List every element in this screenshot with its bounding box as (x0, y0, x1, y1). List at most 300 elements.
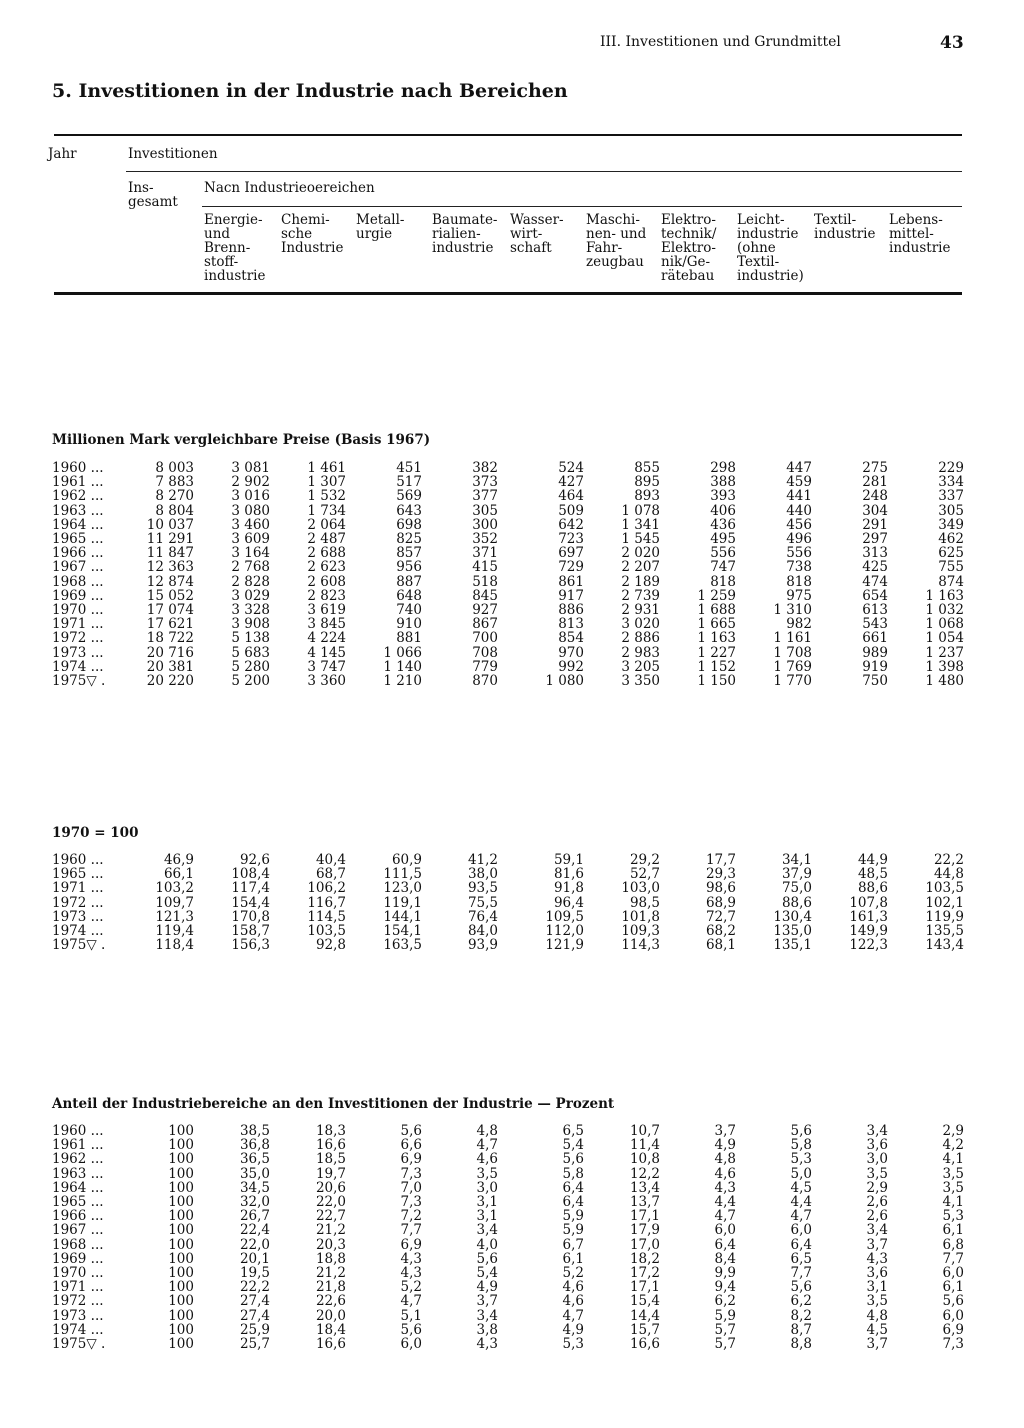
cell-maschinenbau: 893 (634, 488, 660, 505)
cell-elektrotechnik: 29,3 (705, 866, 736, 883)
cell-maschinenbau: 1 341 (621, 516, 660, 533)
cell-textilindustrie: 4,3 (866, 1250, 888, 1267)
section-title-anteil: Anteil der Industriebereiche an den Investitionen der Industrie — Prozent (52, 1096, 615, 1112)
cell-leichtindustrie: 818 (786, 573, 812, 590)
cell-maschinenbau: 11,4 (629, 1137, 660, 1154)
cell-chemie: 20,6 (315, 1179, 346, 1196)
cell-energie: 22,0 (239, 1236, 270, 1253)
cell-energie: 35,0 (239, 1165, 270, 1182)
cell-textilindustrie: 2,6 (866, 1208, 888, 1225)
table-row (52, 910, 964, 924)
cell-chemie: 16,6 (315, 1336, 346, 1353)
cell-wasserwirtschaft: 4,6 (562, 1279, 584, 1296)
cell-lebensmittel: 6,8 (942, 1236, 964, 1253)
cell-lebensmittel: 119,9 (925, 908, 964, 925)
cell-maschinenbau: 13,7 (629, 1194, 660, 1211)
cell-textilindustrie: 48,5 (857, 866, 888, 883)
cell-metallurgie: 5,6 (400, 1123, 422, 1139)
table-row (52, 1252, 964, 1266)
table-row (52, 518, 964, 532)
cell-baumaterialien: 373 (472, 474, 498, 491)
cell-elektrotechnik: 68,1 (705, 937, 736, 954)
cell-elektrotechnik: 5,9 (714, 1307, 736, 1324)
cell-energie: 2 828 (231, 573, 270, 590)
cell-year: 1972 ... (52, 894, 104, 911)
table-row (52, 504, 964, 518)
table-row (52, 461, 964, 475)
cell-insgesamt: 100 (168, 1208, 194, 1225)
cell-baumaterialien: 3,0 (476, 1179, 498, 1196)
cell-wasserwirtschaft: 6,4 (562, 1179, 584, 1196)
cell-leichtindustrie: 5,6 (790, 1279, 812, 1296)
cell-baumaterialien: 75,5 (467, 894, 498, 911)
cell-lebensmittel: 334 (938, 474, 964, 491)
cell-metallurgie: 4,3 (400, 1250, 422, 1267)
cell-year: 1969 ... (52, 1250, 104, 1267)
table-row (52, 1181, 964, 1195)
cell-elektrotechnik: 556 (710, 545, 736, 562)
cell-textilindustrie: 3,5 (866, 1293, 888, 1310)
cell-baumaterialien: 3,5 (476, 1165, 498, 1182)
cell-lebensmittel: 337 (938, 488, 964, 505)
table-row (52, 853, 964, 867)
cell-baumaterialien: 4,6 (476, 1151, 498, 1168)
table-row (52, 1223, 964, 1237)
cell-metallurgie: 857 (396, 545, 422, 562)
cell-elektrotechnik: 6,2 (714, 1293, 736, 1310)
cell-metallurgie: 4,3 (400, 1265, 422, 1282)
cell-maschinenbau: 17,0 (629, 1236, 660, 1253)
cell-energie: 19,5 (239, 1265, 270, 1282)
cell-metallurgie: 698 (396, 516, 422, 533)
header-rule-investitionen (126, 171, 962, 172)
table-row (52, 1209, 964, 1223)
cell-leichtindustrie: 6,0 (790, 1222, 812, 1239)
cell-leichtindustrie: 441 (786, 488, 812, 505)
table-row (52, 1323, 964, 1337)
cell-baumaterialien: 867 (472, 616, 498, 633)
table-row (52, 489, 964, 503)
cell-textilindustrie: 3,1 (866, 1279, 888, 1296)
cell-baumaterialien: 3,1 (476, 1194, 498, 1211)
cell-metallurgie: 956 (396, 559, 422, 576)
column-header-metallurgie: Metall- urgie (356, 212, 405, 242)
cell-wasserwirtschaft: 91,8 (553, 880, 584, 897)
table-row (52, 1309, 964, 1323)
cell-wasserwirtschaft: 81,6 (553, 866, 584, 883)
cell-chemie: 2 623 (307, 559, 346, 576)
cell-energie: 3 081 (231, 460, 270, 476)
cell-baumaterialien: 3,7 (476, 1293, 498, 1310)
cell-metallurgie: 6,9 (400, 1236, 422, 1253)
cell-lebensmittel: 1 163 (925, 587, 964, 604)
table-row (52, 631, 964, 645)
cell-wasserwirtschaft: 4,6 (562, 1293, 584, 1310)
cell-insgesamt: 100 (168, 1265, 194, 1282)
cell-year: 1960 ... (52, 852, 104, 868)
cell-leichtindustrie: 5,8 (790, 1137, 812, 1154)
cell-wasserwirtschaft: 524 (558, 460, 584, 476)
cell-textilindustrie: 4,5 (866, 1321, 888, 1338)
cell-metallurgie: 569 (396, 488, 422, 505)
cell-leichtindustrie: 5,6 (790, 1123, 812, 1139)
table-row (52, 1238, 964, 1252)
cell-elektrotechnik: 1 665 (697, 616, 736, 633)
cell-maschinenbau: 14,4 (629, 1307, 660, 1324)
cell-energie: 20,1 (239, 1250, 270, 1267)
cell-maschinenbau: 16,6 (629, 1336, 660, 1353)
cell-leichtindustrie: 1 161 (773, 630, 812, 647)
cell-energie: 3 908 (231, 616, 270, 633)
section-title-index: 1970 = 100 (52, 825, 139, 841)
cell-leichtindustrie: 8,7 (790, 1321, 812, 1338)
cell-energie: 22,4 (239, 1222, 270, 1239)
cell-year: 1974 ... (52, 658, 104, 675)
cell-energie: 92,6 (239, 852, 270, 868)
cell-textilindustrie: 44,9 (857, 852, 888, 868)
cell-insgesamt: 46,9 (163, 852, 194, 868)
cell-wasserwirtschaft: 59,1 (553, 852, 584, 868)
table-row (52, 867, 964, 881)
cell-baumaterialien: 700 (472, 630, 498, 647)
cell-chemie: 1 532 (307, 488, 346, 505)
cell-maschinenbau: 12,2 (629, 1165, 660, 1182)
cell-lebensmittel: 135,5 (925, 923, 964, 940)
cell-baumaterialien: 845 (472, 587, 498, 604)
cell-energie: 5 200 (231, 673, 270, 690)
cell-baumaterialien: 41,2 (467, 852, 498, 868)
cell-year: 1973 ... (52, 908, 104, 925)
cell-baumaterialien: 84,0 (467, 923, 498, 940)
cell-insgesamt: 12 363 (146, 559, 194, 576)
cell-leichtindustrie: 738 (786, 559, 812, 576)
cell-insgesamt: 8 270 (155, 488, 194, 505)
cell-chemie: 20,3 (315, 1236, 346, 1253)
cell-baumaterialien: 4,8 (476, 1123, 498, 1139)
cell-metallurgie: 881 (396, 630, 422, 647)
cell-insgesamt: 100 (168, 1123, 194, 1139)
cell-maschinenbau: 10,8 (629, 1151, 660, 1168)
cell-elektrotechnik: 5,7 (714, 1336, 736, 1353)
cell-insgesamt: 20 220 (146, 673, 194, 690)
cell-chemie: 116,7 (307, 894, 346, 911)
cell-year: 1970 ... (52, 602, 104, 619)
cell-textilindustrie: 661 (862, 630, 888, 647)
cell-insgesamt: 121,3 (155, 908, 194, 925)
cell-energie: 5 683 (231, 644, 270, 661)
cell-year: 1961 ... (52, 1137, 104, 1154)
table-row (52, 1138, 964, 1152)
cell-chemie: 3 845 (307, 616, 346, 633)
cell-energie: 3 016 (231, 488, 270, 505)
cell-leichtindustrie: 496 (786, 531, 812, 548)
cell-elektrotechnik: 818 (710, 573, 736, 590)
cell-year: 1971 ... (52, 616, 104, 633)
cell-baumaterialien: 3,4 (476, 1307, 498, 1324)
cell-elektrotechnik: 1 259 (697, 587, 736, 604)
cell-textilindustrie: 3,4 (866, 1222, 888, 1239)
cell-maschinenbau: 29,2 (629, 852, 660, 868)
cell-textilindustrie: 3,5 (866, 1165, 888, 1182)
table-row (52, 1337, 964, 1351)
cell-elektrotechnik: 17,7 (705, 852, 736, 868)
cell-lebensmittel: 1 068 (925, 616, 964, 633)
column-header-energie: Energie- und Brenn- stoff- industrie (204, 212, 266, 284)
cell-wasserwirtschaft: 917 (558, 587, 584, 604)
cell-year: 1963 ... (52, 1165, 104, 1182)
cell-leichtindustrie: 556 (786, 545, 812, 562)
cell-leichtindustrie: 135,1 (773, 937, 812, 954)
cell-wasserwirtschaft: 5,2 (562, 1265, 584, 1282)
cell-maschinenbau: 3 205 (621, 658, 660, 675)
cell-leichtindustrie: 4,5 (790, 1179, 812, 1196)
cell-chemie: 1 307 (307, 474, 346, 491)
cell-chemie: 2 823 (307, 587, 346, 604)
cell-lebensmittel: 1 032 (925, 602, 964, 619)
cell-chemie: 18,3 (315, 1123, 346, 1139)
cell-chemie: 114,5 (307, 908, 346, 925)
cell-baumaterialien: 3,4 (476, 1222, 498, 1239)
cell-elektrotechnik: 1 163 (697, 630, 736, 647)
cell-elektrotechnik: 72,7 (705, 908, 736, 925)
cell-energie: 3 080 (231, 502, 270, 519)
cell-energie: 117,4 (231, 880, 270, 897)
cell-insgesamt: 119,4 (155, 923, 194, 940)
cell-baumaterialien: 4,9 (476, 1279, 498, 1296)
cell-year: 1973 ... (52, 644, 104, 661)
cell-chemie: 2 688 (307, 545, 346, 562)
table-row (52, 924, 964, 938)
cell-wasserwirtschaft: 6,4 (562, 1194, 584, 1211)
cell-lebensmittel: 6,0 (942, 1307, 964, 1324)
data-table-mio-mark (52, 461, 964, 688)
cell-metallurgie: 7,2 (400, 1208, 422, 1225)
cell-leichtindustrie: 37,9 (781, 866, 812, 883)
cell-year: 1971 ... (52, 880, 104, 897)
cell-leichtindustrie: 1 310 (773, 602, 812, 619)
cell-chemie: 21,8 (315, 1279, 346, 1296)
cell-baumaterialien: 708 (472, 644, 498, 661)
cell-insgesamt: 20 381 (146, 658, 194, 675)
cell-insgesamt: 18 722 (146, 630, 194, 647)
cell-insgesamt: 10 037 (146, 516, 194, 533)
cell-wasserwirtschaft: 6,1 (562, 1250, 584, 1267)
cell-leichtindustrie: 6,2 (790, 1293, 812, 1310)
cell-insgesamt: 17 074 (146, 602, 194, 619)
cell-leichtindustrie: 459 (786, 474, 812, 491)
cell-lebensmittel: 4,1 (942, 1194, 964, 1211)
cell-insgesamt: 100 (168, 1165, 194, 1182)
cell-maschinenbau: 2 886 (621, 630, 660, 647)
cell-maschinenbau: 17,2 (629, 1265, 660, 1282)
cell-lebensmittel: 229 (938, 460, 964, 476)
cell-chemie: 4 224 (307, 630, 346, 647)
cell-energie: 36,8 (239, 1137, 270, 1154)
cell-wasserwirtschaft: 697 (558, 545, 584, 562)
page-number: 43 (940, 33, 964, 53)
cell-energie: 3 460 (231, 516, 270, 533)
cell-metallurgie: 648 (396, 587, 422, 604)
cell-metallurgie: 163,5 (383, 937, 422, 954)
cell-insgesamt: 100 (168, 1293, 194, 1310)
cell-chemie: 18,8 (315, 1250, 346, 1267)
cell-textilindustrie: 425 (862, 559, 888, 576)
cell-maschinenbau: 101,8 (621, 908, 660, 925)
cell-lebensmittel: 625 (938, 545, 964, 562)
cell-textilindustrie: 4,8 (866, 1307, 888, 1324)
cell-elektrotechnik: 9,4 (714, 1279, 736, 1296)
cell-lebensmittel: 44,8 (933, 866, 964, 883)
cell-wasserwirtschaft: 121,9 (545, 937, 584, 954)
cell-metallurgie: 643 (396, 502, 422, 519)
cell-energie: 170,8 (231, 908, 270, 925)
cell-metallurgie: 5,1 (400, 1307, 422, 1324)
cell-lebensmittel: 1 480 (925, 673, 964, 690)
cell-chemie: 3 360 (307, 673, 346, 690)
cell-metallurgie: 7,7 (400, 1222, 422, 1239)
cell-energie: 3 609 (231, 531, 270, 548)
cell-year: 1966 ... (52, 545, 104, 562)
cell-wasserwirtschaft: 1 080 (545, 673, 584, 690)
cell-elektrotechnik: 436 (710, 516, 736, 533)
cell-insgesamt: 66,1 (163, 866, 194, 883)
cell-energie: 158,7 (231, 923, 270, 940)
cell-lebensmittel: 4,2 (942, 1137, 964, 1154)
cell-elektrotechnik: 8,4 (714, 1250, 736, 1267)
cell-year: 1968 ... (52, 573, 104, 590)
table-row (52, 1280, 964, 1294)
cell-leichtindustrie: 7,7 (790, 1265, 812, 1282)
cell-chemie: 16,6 (315, 1137, 346, 1154)
cell-baumaterialien: 305 (472, 502, 498, 519)
data-table-anteil (52, 1124, 964, 1351)
cell-year: 1975▽ . (52, 673, 106, 690)
cell-wasserwirtschaft: 4,7 (562, 1307, 584, 1324)
cell-wasserwirtschaft: 854 (558, 630, 584, 647)
cell-elektrotechnik: 6,0 (714, 1222, 736, 1239)
cell-elektrotechnik: 406 (710, 502, 736, 519)
cell-textilindustrie: 3,7 (866, 1236, 888, 1253)
cell-baumaterialien: 5,6 (476, 1250, 498, 1267)
cell-maschinenbau: 17,9 (629, 1222, 660, 1239)
cell-lebensmittel: 102,1 (925, 894, 964, 911)
cell-elektrotechnik: 4,4 (714, 1194, 736, 1211)
cell-textilindustrie: 88,6 (857, 880, 888, 897)
cell-textilindustrie: 474 (862, 573, 888, 590)
table-row (52, 532, 964, 546)
cell-baumaterialien: 3,1 (476, 1208, 498, 1225)
cell-lebensmittel: 7,7 (942, 1250, 964, 1267)
table-row (52, 896, 964, 910)
table-row (52, 603, 964, 617)
cell-lebensmittel: 22,2 (933, 852, 964, 868)
cell-baumaterialien: 779 (472, 658, 498, 675)
cell-energie: 34,5 (239, 1179, 270, 1196)
column-header-leichtindustrie: Leicht- industrie (ohne Textil- industrie) (737, 212, 804, 284)
cell-maschinenbau: 1 078 (621, 502, 660, 519)
cell-metallurgie: 60,9 (391, 852, 422, 868)
cell-leichtindustrie: 130,4 (773, 908, 812, 925)
cell-insgesamt: 11 291 (146, 531, 194, 548)
cell-metallurgie: 5,6 (400, 1321, 422, 1338)
cell-chemie: 2 064 (307, 516, 346, 533)
cell-metallurgie: 6,0 (400, 1336, 422, 1353)
cell-chemie: 22,0 (315, 1194, 346, 1211)
cell-chemie: 2 487 (307, 531, 346, 548)
cell-leichtindustrie: 4,7 (790, 1208, 812, 1225)
cell-baumaterialien: 5,4 (476, 1265, 498, 1282)
cell-year: 1968 ... (52, 1236, 104, 1253)
cell-textilindustrie: 122,3 (849, 937, 888, 954)
cell-leichtindustrie: 440 (786, 502, 812, 519)
cell-baumaterialien: 76,4 (467, 908, 498, 925)
cell-wasserwirtschaft: 861 (558, 573, 584, 590)
cell-maschinenbau: 17,1 (629, 1208, 660, 1225)
cell-metallurgie: 154,1 (383, 923, 422, 940)
cell-lebensmittel: 143,4 (925, 937, 964, 954)
cell-elektrotechnik: 4,8 (714, 1151, 736, 1168)
cell-baumaterialien: 870 (472, 673, 498, 690)
cell-lebensmittel: 3,5 (942, 1165, 964, 1182)
cell-baumaterialien: 371 (472, 545, 498, 562)
cell-leichtindustrie: 5,0 (790, 1165, 812, 1182)
cell-leichtindustrie: 8,8 (790, 1336, 812, 1353)
cell-elektrotechnik: 298 (710, 460, 736, 476)
cell-baumaterialien: 415 (472, 559, 498, 576)
cell-textilindustrie: 281 (862, 474, 888, 491)
cell-year: 1970 ... (52, 1265, 104, 1282)
cell-year: 1962 ... (52, 488, 104, 505)
cell-wasserwirtschaft: 729 (558, 559, 584, 576)
cell-lebensmittel: 305 (938, 502, 964, 519)
cell-elektrotechnik: 3,7 (714, 1123, 736, 1139)
header-nach-bereichen: Nacn Industrieoereichen (204, 180, 375, 196)
cell-maschinenbau: 18,2 (629, 1250, 660, 1267)
cell-lebensmittel: 7,3 (942, 1336, 964, 1353)
cell-elektrotechnik: 5,7 (714, 1321, 736, 1338)
cell-textilindustrie: 275 (862, 460, 888, 476)
cell-chemie: 4 145 (307, 644, 346, 661)
cell-insgesamt: 103,2 (155, 880, 194, 897)
cell-elektrotechnik: 98,6 (705, 880, 736, 897)
cell-year: 1960 ... (52, 460, 104, 476)
cell-chemie: 3 619 (307, 602, 346, 619)
cell-lebensmittel: 3,5 (942, 1179, 964, 1196)
cell-energie: 5 280 (231, 658, 270, 675)
cell-year: 1963 ... (52, 502, 104, 519)
cell-leichtindustrie: 34,1 (781, 852, 812, 868)
table-row (52, 575, 964, 589)
cell-textilindustrie: 2,6 (866, 1194, 888, 1211)
cell-baumaterialien: 382 (472, 460, 498, 476)
cell-textilindustrie: 543 (862, 616, 888, 633)
cell-metallurgie: 119,1 (383, 894, 422, 911)
cell-maschinenbau: 2 931 (621, 602, 660, 619)
table-row (52, 938, 964, 952)
cell-energie: 5 138 (231, 630, 270, 647)
table-row (52, 617, 964, 631)
cell-chemie: 19,7 (315, 1165, 346, 1182)
cell-metallurgie: 451 (396, 460, 422, 476)
cell-lebensmittel: 755 (938, 559, 964, 576)
cell-textilindustrie: 2,9 (866, 1179, 888, 1196)
cell-energie: 27,4 (239, 1307, 270, 1324)
cell-insgesamt: 100 (168, 1307, 194, 1324)
cell-leichtindustrie: 88,6 (781, 894, 812, 911)
cell-elektrotechnik: 1 150 (697, 673, 736, 690)
cell-wasserwirtschaft: 5,4 (562, 1137, 584, 1154)
cell-baumaterialien: 927 (472, 602, 498, 619)
